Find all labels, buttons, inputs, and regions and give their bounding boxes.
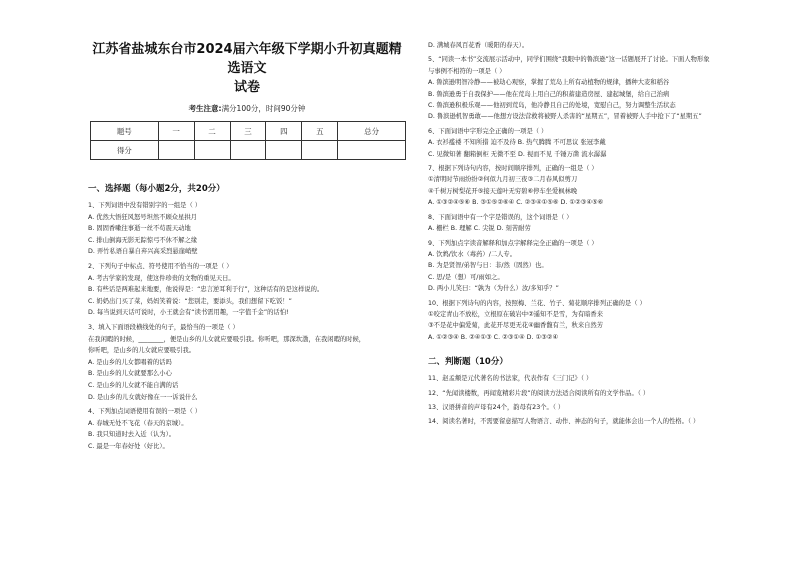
question-stem: 1、下列词语中没有错别字的一组是（ ） — [88, 202, 202, 209]
question-line: D. 满城春风百花香（暖阳的春天）。 — [428, 42, 529, 49]
question-stem: 4、下列加点词语使用有误的一项是（ ） — [88, 408, 202, 416]
score-cell — [158, 141, 194, 160]
question-line: D. 是山乡的儿女就好像在一一诉说什么 — [88, 393, 198, 401]
question-line: C. 排山倒海无影无踪惊弓不休不解之缘 — [88, 236, 198, 244]
score-header-cell: 四 — [266, 122, 302, 141]
question-line: ①清明时节雨纷纷②何似九月初三夜③二月春风似剪刀 — [428, 176, 578, 184]
question-line: A. 鲁滨逊明智冷静——被劫心观察，掌握了荒岛上所有动植物的规律，播种大麦和稻谷 — [428, 79, 670, 87]
score-header-cell: 总分 — [338, 122, 406, 141]
section-title-choice: 一、选择题（每小题2分，共20分） — [88, 184, 225, 194]
question-line: C. 是山乡的儿女就不能自满的话 — [88, 381, 179, 389]
left-question-list — [88, 200, 406, 452]
section-title: 二、判断题（10分） — [428, 357, 508, 368]
score-header-cell: 五 — [302, 122, 338, 141]
question-line: C. 最是一年春好处（好比）。 — [88, 442, 169, 450]
question-stem: 8、下面词语中有一个字是错误的，这个词语是（ ） — [428, 213, 573, 221]
question-line: A. ①③②④⑤⑥ B. ③①⑤②⑥④ C. ②③④①⑤⑥ D. ①②③④⑤⑥ — [428, 199, 604, 207]
page-title — [88, 40, 406, 97]
question-line: ③不是花中偏爱菊，此花开尽更无花④幽香馥有兰，秋来自然芳 — [428, 322, 604, 330]
score-cell — [266, 141, 302, 160]
question-line: A. 是山乡的儿女都唱着的话吗 — [88, 358, 172, 366]
question-line: C. 奶奶出门买了菜，妈妈笑着说：“您别走，要添头，我们想留下吃饭！” — [88, 297, 292, 305]
right-column — [428, 0, 768, 428]
notice-text: 满分100分，时间90分钟 — [221, 104, 306, 113]
question-stem: 2、下列句子中标点、符号使用不恰当的一项是（ ） — [88, 262, 233, 270]
exam-notice — [88, 103, 406, 114]
question-line: C. 见微知著 翻箱倒柜 无微不至 D. 视而不见 千锤万凿 流水潺潺 — [428, 150, 607, 158]
question-stem: 12、“先闻读楼数，再闻览精彩片段”的阅读方法适合阅读所有的文学作品。（ ） — [428, 389, 650, 397]
question-line: ④千树万树梨花开⑤接天莲叶无穷碧⑥停车坐爱枫林晚 — [428, 187, 578, 195]
question-stem: 7、根据下列诗句内容，按时间顺序排列，正确的一组是（ ） — [428, 165, 598, 173]
question-line: B. 我只知道时去入近（认为）。 — [88, 431, 176, 439]
score-header-cell: 题号 — [91, 122, 159, 141]
question-line: ①咬定青山不放松，立根原在破岩中②遥知不是雪，为有暗香来 — [428, 310, 604, 318]
question-line: 在我闲暇的时候，________，便是山乡的儿女就应要吸引我。你听吧，那深坎渤，在我闲暇的时候， — [88, 335, 366, 343]
question-line: A. 栅栏 B. 理解 C. 尖锐 D. 刻苦耐劳 — [428, 225, 531, 233]
question-line: D. 弄竹私语自暴自弃兴高采烈悬崖峭壁 — [88, 248, 198, 256]
score-header-cell: 一 — [158, 122, 194, 141]
score-header-cell: 二 — [194, 122, 230, 141]
question-line: B. 有些话是两难起来地要，他说得是：“忠言逆耳利于行”，这种话有的是这样说的。 — [88, 286, 324, 294]
right-top-spacer — [428, 0, 768, 40]
question-stem: 5、“同读一本书”交流展示活动中，同学们围绕“我眼中的鲁滨逊”这一话题展开了讨论。下面人物形象 — [428, 56, 710, 64]
question-line: B. 为是贤智/弟智与日：非/然（固然）也。 — [428, 262, 548, 270]
question-line: B. 是山乡的儿女就要那么小心 — [88, 370, 172, 378]
notice-label: 考生注意: — [188, 104, 222, 113]
score-cell — [302, 141, 338, 160]
question-stem: 14、阅读名著时，不需要留意描写人物语言、动作、神态的句子，就能体会出一个人的性格。（ ） — [428, 418, 700, 426]
question-line: C. 思/是（想）可/雨如之。 — [428, 273, 504, 281]
question-line: A. ①②③④ B. ②④①③ C. ②③①④ D. ①③②④ — [428, 333, 559, 341]
score-table-score-row — [91, 141, 406, 160]
question-line: A. 饮鸩/饮水（毒药）/二人专。 — [428, 250, 517, 258]
question-stem: 6、下面词语中字形完全正确的一项是（ ） — [428, 127, 548, 135]
score-cell — [194, 141, 230, 160]
question-stem: 11、赵孟頫是元代著名的书法家，代表作有《三门记》（ ） — [428, 375, 593, 383]
question-line: D. 鲁滨逊机智勇敢——他想方设法营救将被野人杀害的“星期五”，冒着被野人手中抢下了“星期五” — [428, 113, 702, 121]
title-line-1: 江苏省盐城东台市2024届六年级下学期小升初真题精选语文 — [92, 42, 402, 76]
question-stem: 9、下列加点字读音解释和加点字解释完全正确的一项是（ ） — [428, 239, 598, 247]
left-column — [88, 0, 406, 452]
question-line: A. 春城无处不飞花（春天的京城）。 — [88, 419, 188, 427]
score-row-label: 得分 — [91, 141, 159, 160]
score-cell — [230, 141, 266, 160]
question-line: D. 两小儿笑曰：“孰为（为什么）汝/多知乎？” — [428, 285, 559, 293]
score-table — [90, 121, 406, 160]
question-stem: 10、根据下列诗句的内容，按照梅、兰花、竹子、菊花顺序排列正确的是（ ） — [428, 299, 646, 307]
score-cell — [338, 141, 406, 160]
score-table-header-row — [91, 122, 406, 141]
right-question-list — [428, 40, 768, 428]
title-line-2: 试卷 — [233, 80, 260, 95]
question-line: C. 鲁滨逊积极乐观——他初到荒岛，他冷静且自己的处境，宽慰自己，努力调整生活状态 — [428, 102, 676, 110]
question-line: A. 衣衫褴褛 不知所措 迫不及待 B. 热气腾腾 不可思议 张冠李戴 — [428, 139, 606, 147]
question-line: D. 每当说到天话可说时，小王就会有“读书需用趣，一字值千金”的话怕! — [88, 309, 289, 317]
question-line: B. 固固香嗽往事逝一丝不苟震天动地 — [88, 225, 191, 233]
score-header-cell: 三 — [230, 122, 266, 141]
question-line: B. 鲁滨逊勇于自我保护——他在荒岛上用自己的积蓄建造房屋、建起城堡，给自己治病 — [428, 90, 670, 98]
question-stem: 3、填入下面语段横线处的句子，最恰当的一项是（ ） — [88, 323, 239, 331]
question-line: A. 考古学家的发现，使这件珍贵的文物的重见天日。 — [88, 274, 235, 282]
question-line: 你听吧，是山乡的儿女就应要吸引我。 — [88, 347, 196, 355]
question-line: 与事例不相符的一项是（ ） — [428, 67, 506, 75]
question-line: A. 优然大悟狂风怒号坦然不顾众星拱月 — [88, 213, 197, 221]
question-stem: 13、汉语拼音的声母有24个，韵母有23个。（ ） — [428, 403, 565, 411]
